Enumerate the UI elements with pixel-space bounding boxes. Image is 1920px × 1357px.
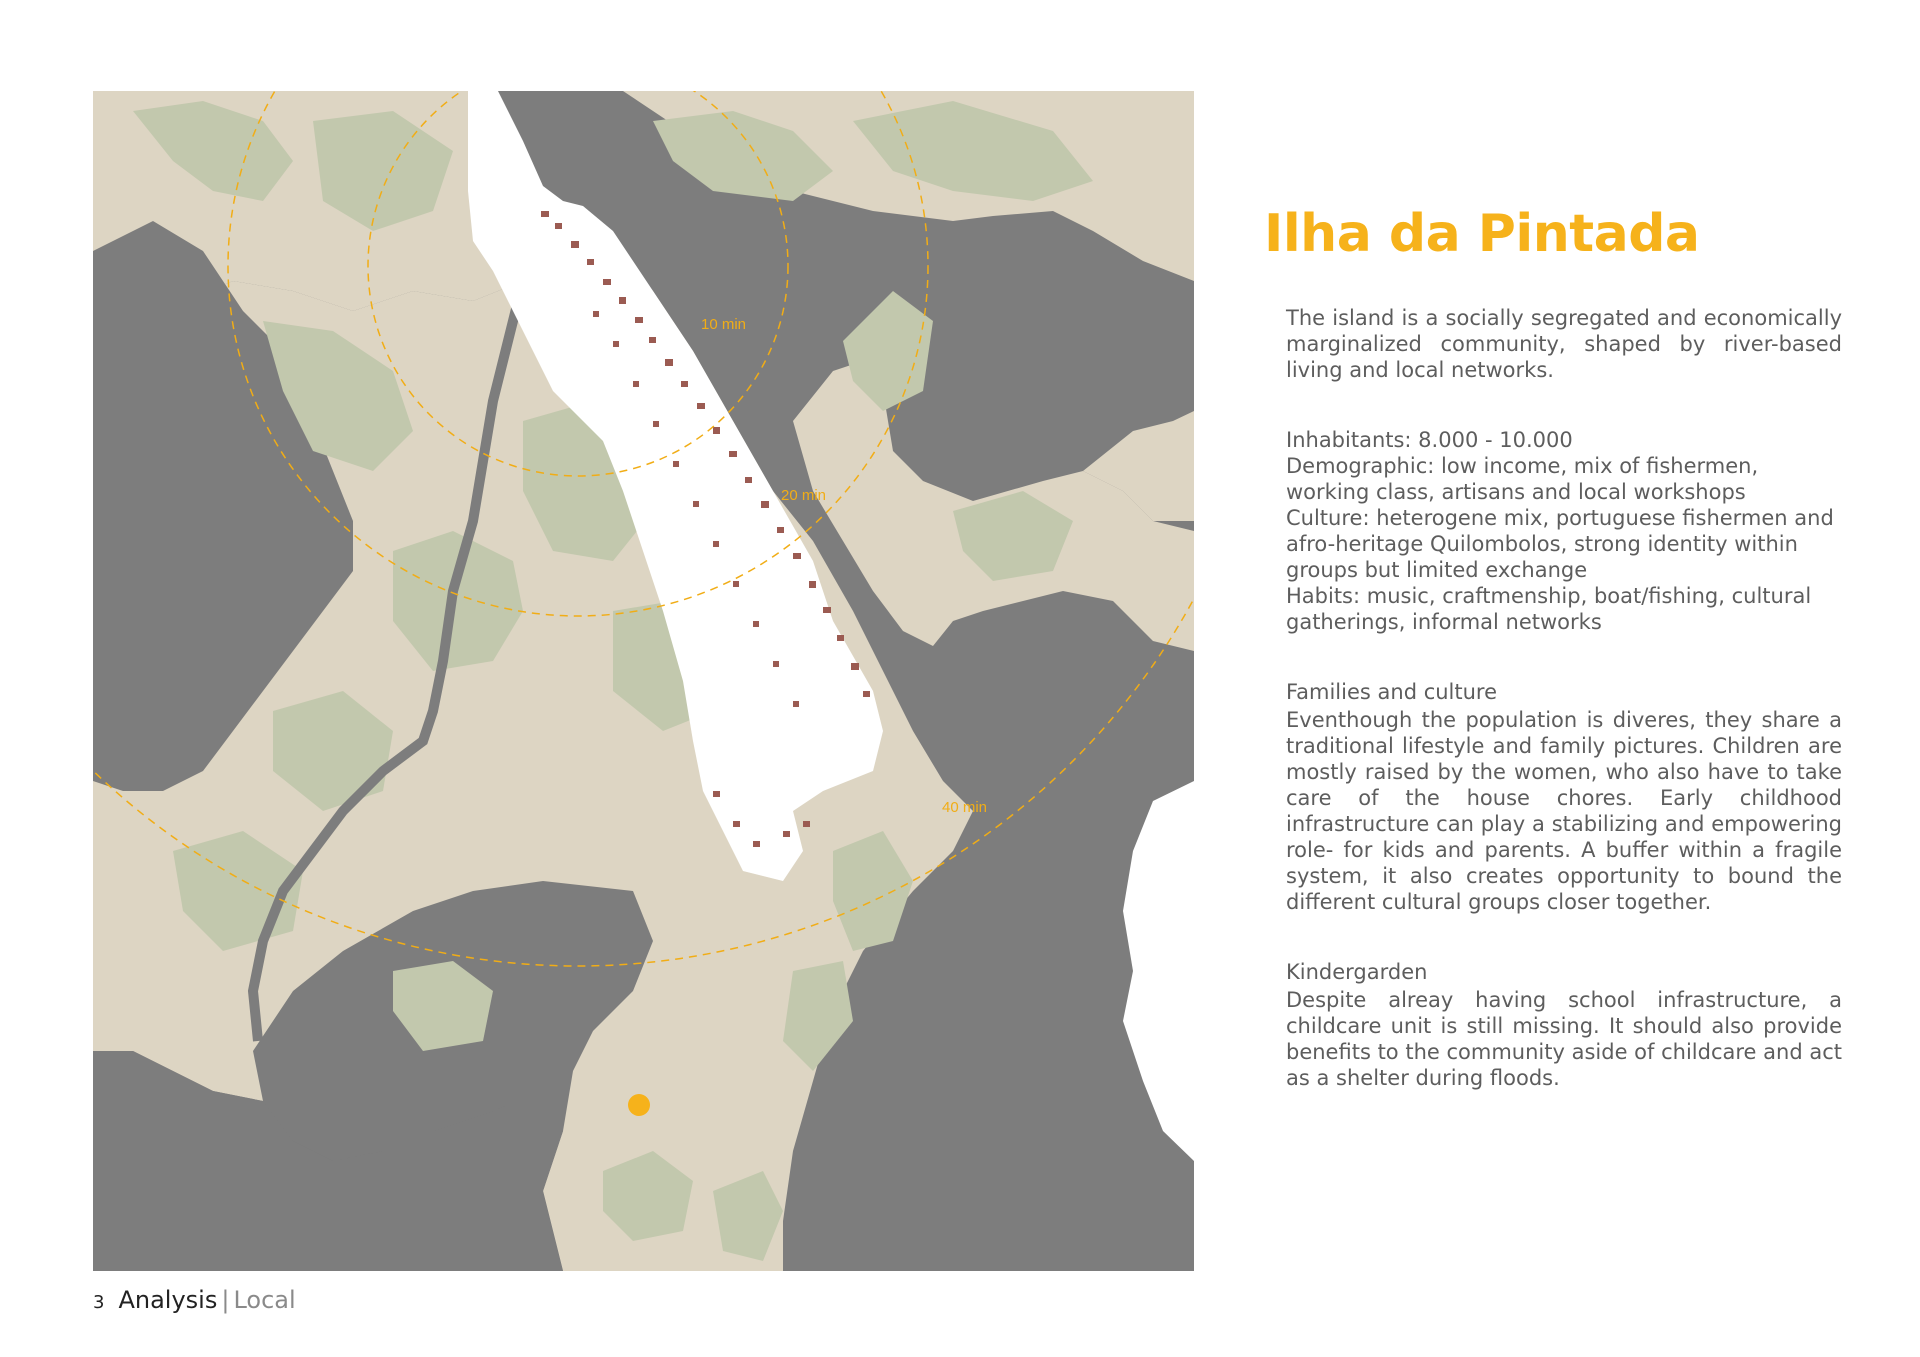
page-footer: [93, 1286, 296, 1314]
facts-list: [1286, 427, 1842, 635]
footer-section: Analysis: [118, 1286, 218, 1314]
fact-habits: Habits: music, craftmenship, boat/fishing, cultural gatherings, informal networks: [1286, 583, 1812, 634]
site-map: [93, 91, 1194, 1271]
kindergarden-heading: Kindergarden: [1286, 959, 1428, 984]
site-map-svg: [93, 91, 1194, 1271]
text-column: [1264, 205, 1842, 1135]
page-number: 3: [93, 1292, 105, 1313]
fact-demographic: Demographic: low income, mix of fishermen, working class, artisans and local workshops: [1286, 453, 1759, 504]
families-body: Eventhough the population is diveres, they share a traditional lifestyle and family pictures. Children are mostly raised by the women, who also have to take care of the house chores. Early childhood infrastructure can play a stabilizing and empowering role- for kids and parents. A buffer within a fragile system, it also creates opportunity to bound the different cultural groups closer together.: [1286, 707, 1842, 914]
kindergarden-section: [1286, 959, 1842, 1091]
footer-subsection: Local: [233, 1286, 296, 1314]
ring-label-40-min: 40 min: [942, 799, 988, 816]
families-section: [1286, 679, 1842, 915]
intro-paragraph: The island is a socially segregated and economically marginalized community, shaped by river-based living and local networks.: [1286, 305, 1842, 382]
families-heading: Families and culture: [1286, 679, 1498, 704]
footer-separator: |: [221, 1286, 230, 1314]
fact-inhabitants: Inhabitants: 8.000 - 10.000: [1286, 427, 1573, 452]
ring-label-20-min: 20 min: [781, 487, 827, 504]
ring-label-10-min: 10 min: [701, 316, 747, 333]
kindergarden-body: Despite alreay having school infrastructure, a childcare unit is still missing. It should also provide benefits to the community aside of childcare and act as a shelter during floods.: [1286, 987, 1842, 1090]
kindergarden-site-marker: [628, 1094, 650, 1116]
fact-culture: Culture: heterogene mix, portuguese fishermen and afro-heritage Quilombolos, strong identity within groups but limited exchange: [1286, 505, 1834, 582]
page-title: Ilha da Pintada: [1264, 204, 1700, 264]
